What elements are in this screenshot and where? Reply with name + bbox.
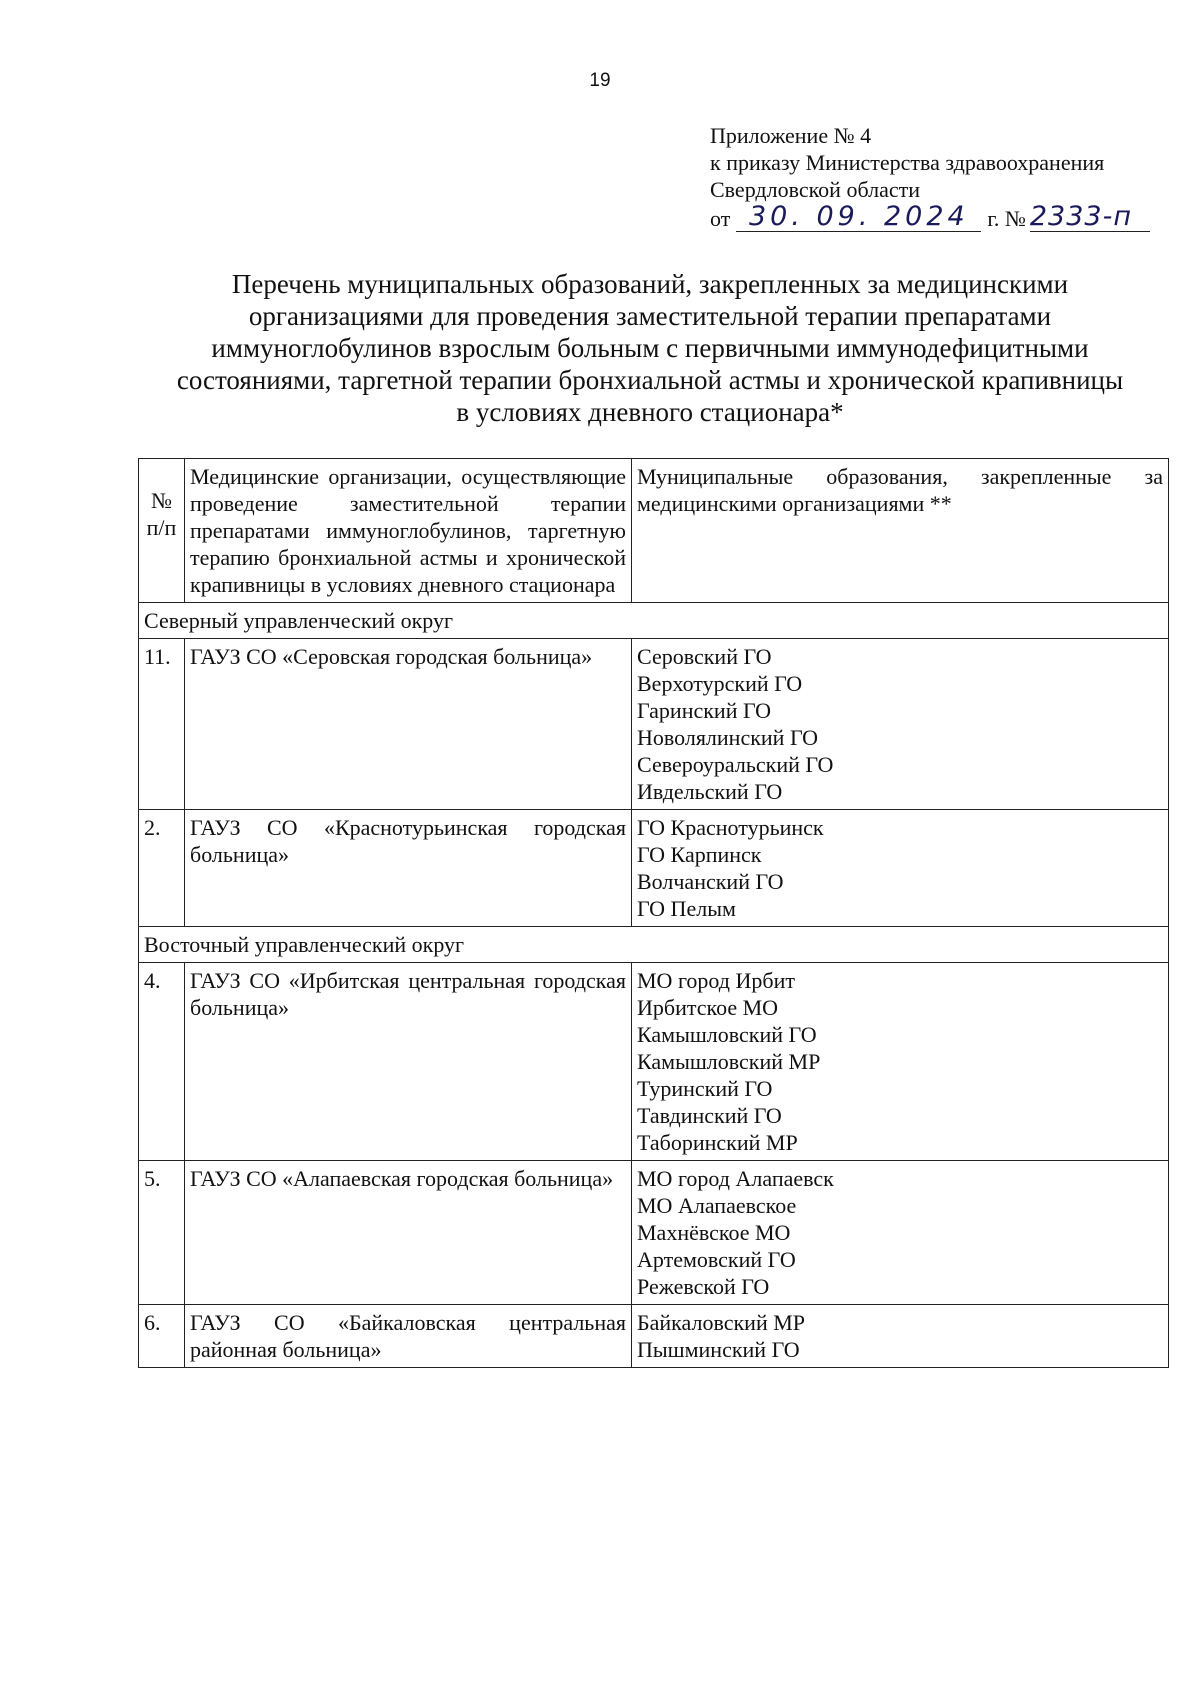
appendix-line-3: Свердловской области xyxy=(710,177,920,202)
table-row xyxy=(139,1161,1169,1305)
row-organization: ГАУЗ СО «Краснотурьинская городская больница» xyxy=(185,810,632,927)
municipality-item: Верхотурский ГО xyxy=(637,671,803,696)
row-municipalities xyxy=(632,1305,1169,1368)
municipality-item: Таборинский МР xyxy=(637,1130,798,1155)
table-header-row xyxy=(139,459,1169,603)
row-number: 5. xyxy=(139,1161,185,1305)
municipality-item: Махнёвское МО xyxy=(637,1220,791,1245)
section-north-label: Северный управленческий округ xyxy=(139,603,1169,639)
section-east-label: Восточный управленческий округ xyxy=(139,927,1169,963)
row-number: 11. xyxy=(139,639,185,810)
appendix-line-1: Приложение № 4 xyxy=(710,123,872,148)
municipality-item: Камышловский МР xyxy=(637,1049,821,1074)
row-number: 4. xyxy=(139,963,185,1161)
municipality-item: Гаринский ГО xyxy=(637,698,772,723)
row-organization: ГАУЗ СО «Серовская городская больница» xyxy=(185,639,632,810)
municipality-item: Туринский ГО xyxy=(637,1076,773,1101)
municipality-item: Тавдинский ГО xyxy=(637,1103,782,1128)
municipality-item: Серовский ГО xyxy=(637,644,772,669)
order-reference xyxy=(710,203,1180,232)
section-row-east xyxy=(139,927,1169,963)
organizations-table xyxy=(138,458,1169,1368)
title-line-4: состояниями, таргетной терапии бронхиальной астмы и хронической крапивницы xyxy=(176,365,1124,395)
table-row xyxy=(139,639,1169,810)
municipality-item: Пышминский ГО xyxy=(637,1337,800,1362)
section-row-north xyxy=(139,603,1169,639)
municipality-item: Байкаловский МР xyxy=(637,1310,806,1335)
handwritten-order-number: 2333-п xyxy=(1030,203,1150,232)
page-number: 19 xyxy=(589,70,611,91)
header-number: № п/п xyxy=(139,459,185,603)
table-row xyxy=(139,1305,1169,1368)
municipality-item: МО город Ирбит xyxy=(637,968,795,993)
row-number: 6. xyxy=(139,1305,185,1368)
row-municipalities xyxy=(632,639,1169,810)
municipality-item: Новолялинский ГО xyxy=(637,725,819,750)
appendix-line-2: к приказу Министерства здравоохранения xyxy=(710,150,1105,175)
municipality-item: Волчанский ГО xyxy=(637,869,784,894)
municipality-item: ГО Пелым xyxy=(637,896,736,921)
title-line-1: Перечень муниципальных образований, закрепленных за медицинскими xyxy=(231,269,1069,299)
municipality-item: ГО Карпинск xyxy=(637,842,762,867)
municipality-item: Режевской ГО xyxy=(637,1274,770,1299)
municipality-item: Ивдельский ГО xyxy=(637,779,783,804)
row-organization: ГАУЗ СО «Алапаевская городская больница» xyxy=(185,1161,632,1305)
municipality-item: Ирбитское МО xyxy=(637,995,779,1020)
municipality-item: МО город Алапаевск xyxy=(637,1166,834,1191)
row-number: 2. xyxy=(139,810,185,927)
number-label: г. № xyxy=(987,206,1026,231)
municipality-item: Камышловский ГО xyxy=(637,1022,817,1047)
document-title xyxy=(130,268,1170,428)
row-municipalities xyxy=(632,810,1169,927)
row-municipalities xyxy=(632,1161,1169,1305)
from-label: от xyxy=(710,206,731,231)
header-organizations: Медицинские организации, осуществляющие проведение заместительной терапии препаратами иммуноглобулинов, таргетную терапию бронхиальной астмы и хронической крапивницы в условиях дневного стационара xyxy=(185,459,632,603)
municipality-item: Артемовский ГО xyxy=(637,1247,796,1272)
title-line-3: иммуноглобулинов взрослым больным с первичными иммунодефицитными xyxy=(211,333,1089,363)
title-line-5: в условиях дневного стационара* xyxy=(456,397,844,427)
municipality-item: МО Алапаевское xyxy=(637,1193,797,1218)
row-organization: ГАУЗ СО «Байкаловская центральная районная больница» xyxy=(185,1305,632,1368)
title-line-2: организациями для проведения заместительной терапии препаратами xyxy=(248,301,1052,331)
row-organization: ГАУЗ СО «Ирбитская центральная городская больница» xyxy=(185,963,632,1161)
appendix-header xyxy=(710,122,1180,232)
table-row xyxy=(139,963,1169,1161)
row-municipalities xyxy=(632,963,1169,1161)
handwritten-date: 30. 09. 2024 xyxy=(736,203,981,232)
municipality-item: Североуральский ГО xyxy=(637,752,834,777)
header-municipalities: Муниципальные образования, закрепленные за медицинскими организациями ** xyxy=(632,459,1169,603)
municipality-item: ГО Краснотурьинск xyxy=(637,815,824,840)
table-row xyxy=(139,810,1169,927)
